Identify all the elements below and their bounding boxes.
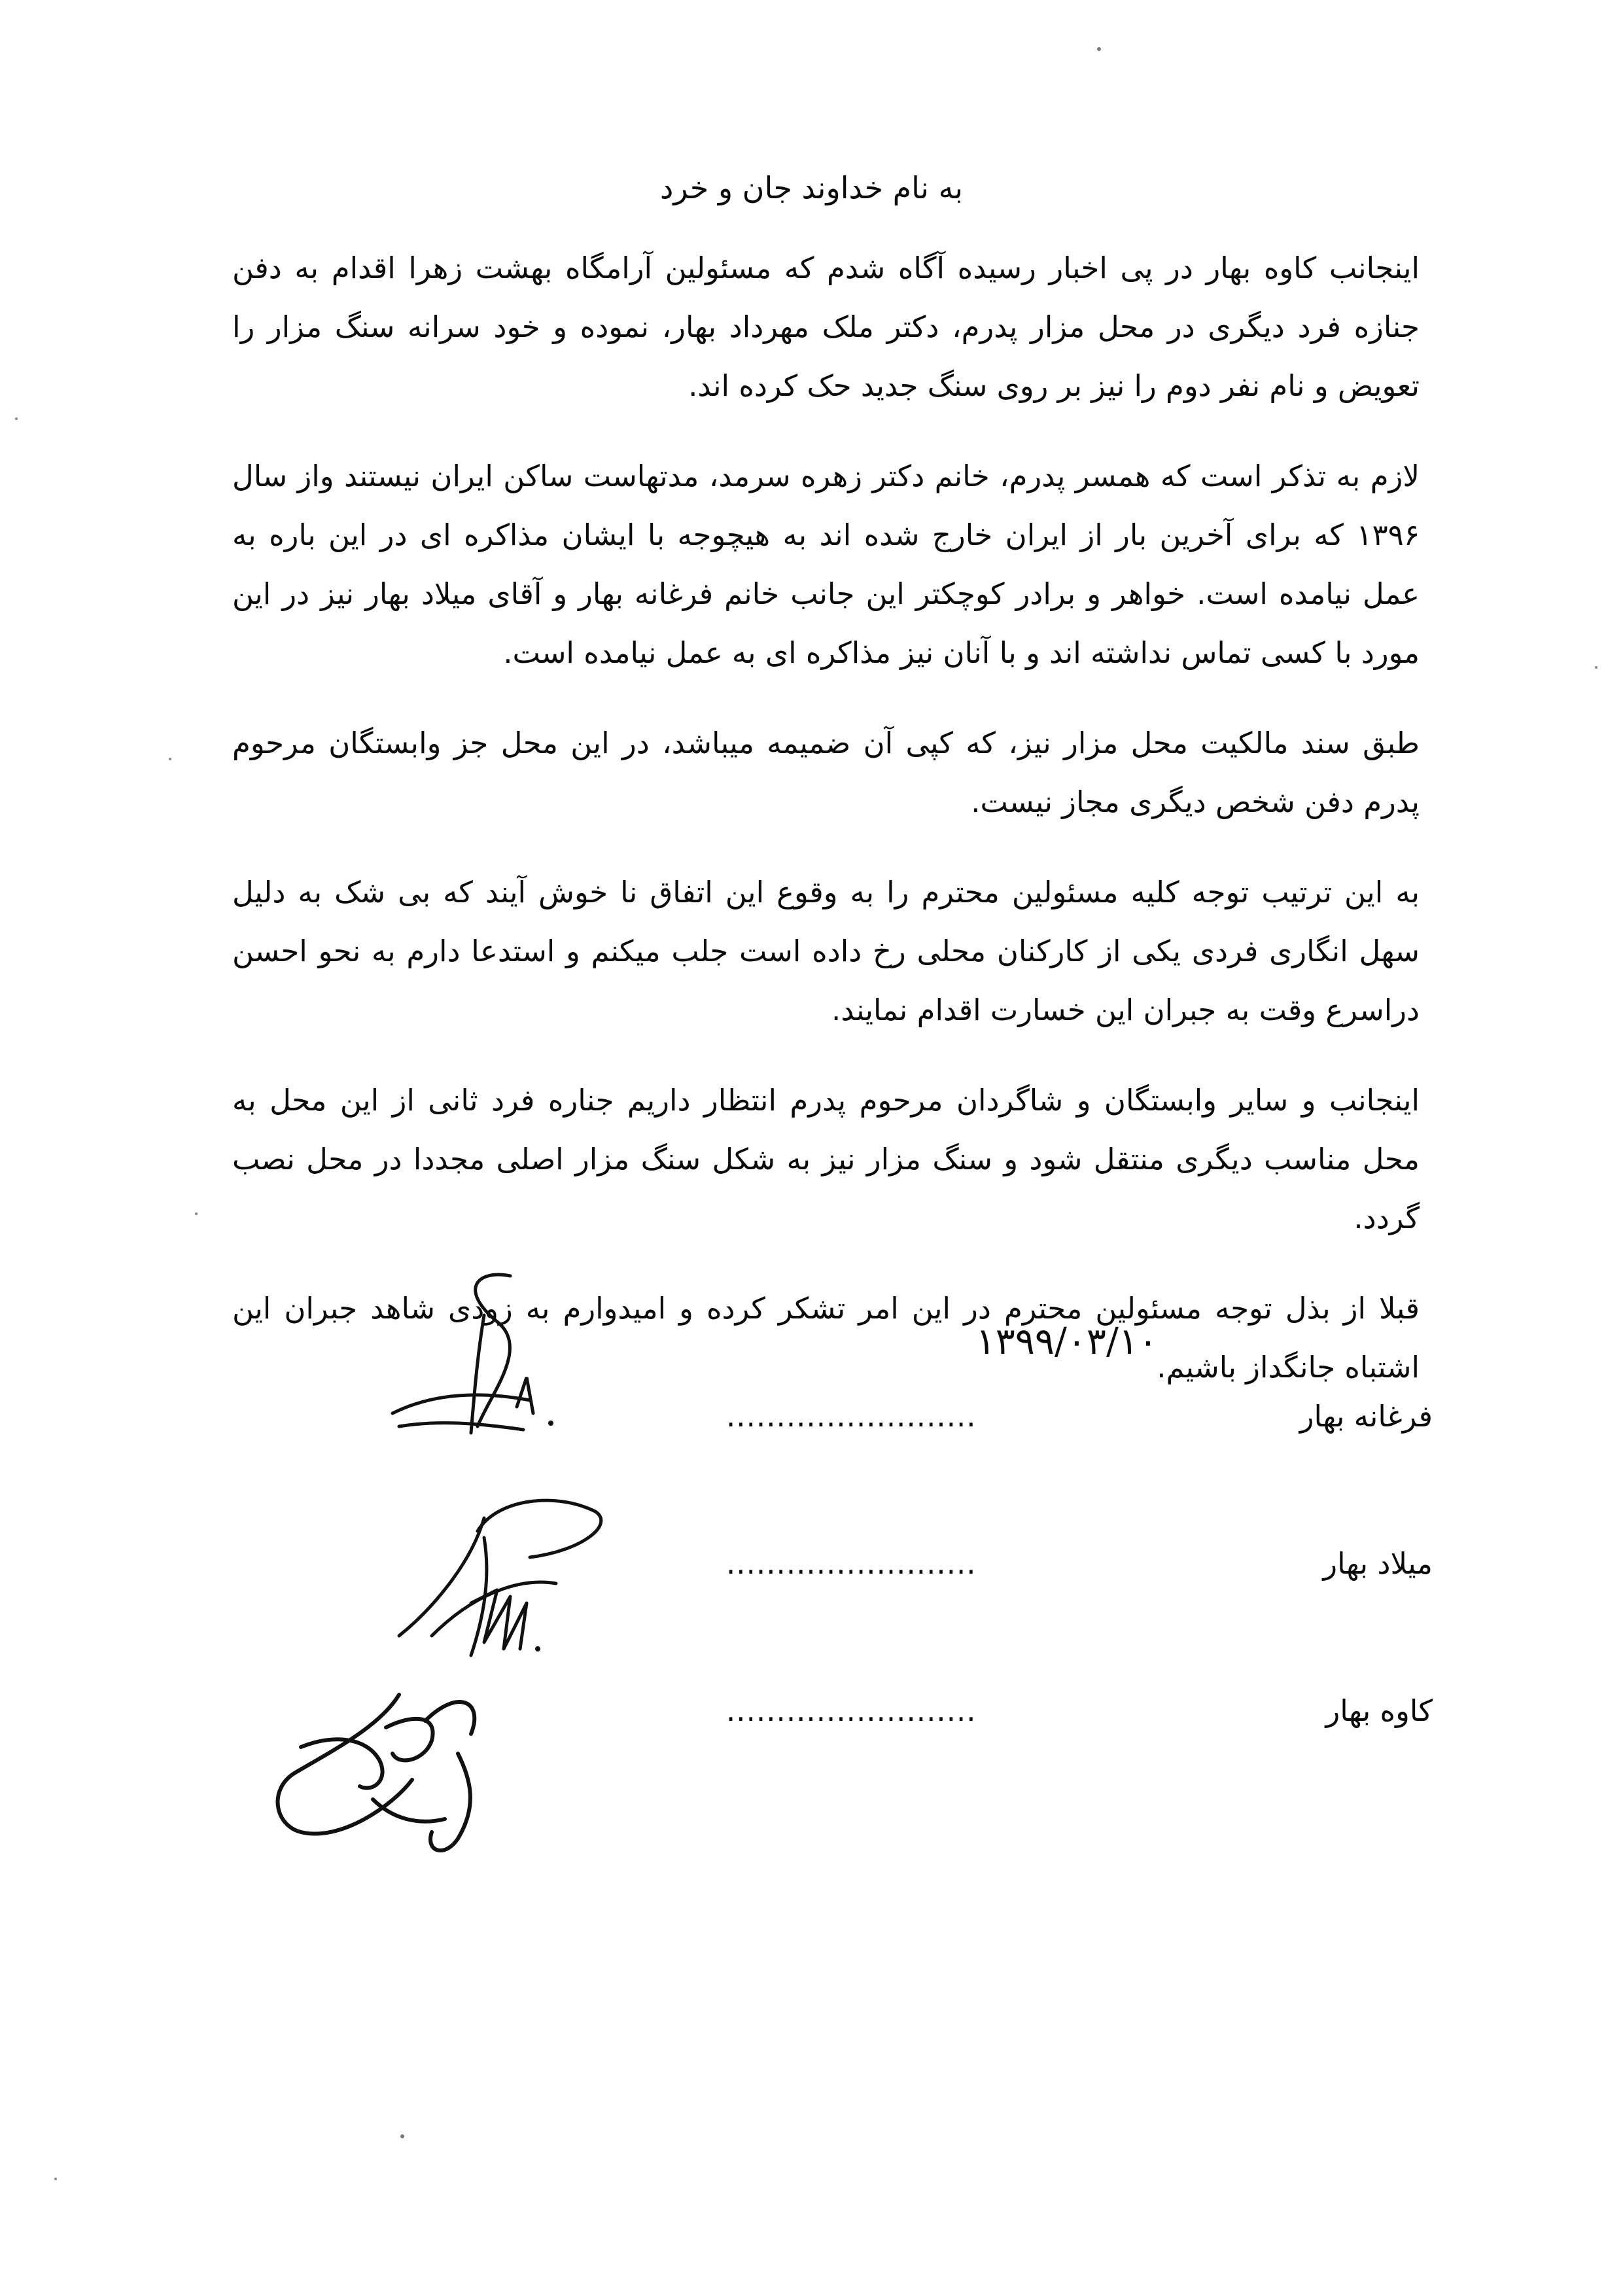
signature-line: .........................	[726, 1546, 977, 1581]
paragraph-1: اینجانب کاوه بهار در پی اخبار رسیده آگاه شدم که مسئولین آرامگاه بهشت زهرا اقدام به دفن جنازه فرد دیگری در محل مزار پدرم، دکتر ملک مهرداد بهار، نموده و خود سرانه سنگ مزار را تعویض و نام نفر دوم را نیز بر روی سنگ جدید حک کرده اند.	[232, 251, 1420, 403]
paragraph-5: اینجانب و سایر وابستگان و شاگردان مرحوم پدرم انتظار داریم جناره فرد ثانی از این محل به محل مناسب دیگری منتقل شود و سنگ مزار نیز به شکل سنگ مزار اصلی مجددا در محل نصب گردد.	[232, 1083, 1420, 1235]
document-title: به نام خداوند جان و خرد	[659, 170, 964, 205]
paragraph-6: قبلا از بذل توجه مسئولین محترم در این امر تشکر کرده و امیدوارم به زودی شاهد جبران این اشتباه جانگداز باشیم.	[232, 1291, 1420, 1385]
signatory-name: فرغانه بهار	[1299, 1399, 1433, 1434]
signatory-name: میلاد بهار	[1323, 1546, 1433, 1581]
handwritten-date: ۱۳۹۹/۰۳/۱۰	[975, 1320, 1158, 1363]
signature-line: .........................	[726, 1399, 977, 1434]
paragraph-3: طبق سند مالکیت محل مزار نیز، که کپی آن ضمیمه میباشد، در این محل جز وابستگان مرحوم پدرم دفن شخص دیگری مجاز نیست.	[232, 726, 1420, 819]
paragraph-2: لازم به تذکر است که همسر پدرم، خانم دکتر زهره سرمد، مدتهاست ساکن ایران نیستند واز سال ۱۳۹۶ که برای آخرین بار از ایران خارج شده اند به هیچوجه با ایشان مذاکره ای در این باره به عمل نیامده است. خواهر و برادر کوچکتر این جانب خانم فرغانه بهار و آقای میلاد بهار نیز در این مورد با کسی تماس نداشته اند و با آنان نیز مذاکره ای به عمل نیامده است.	[232, 459, 1420, 670]
signature-line: .........................	[726, 1693, 977, 1728]
paragraph-4: به این ترتیب توجه کلیه مسئولین محترم را به وقوع این اتفاق نا خوش آیند که بی شک به دلیل سهل انگاری فردی یکی از کارکنان محلی رخ داده است جلب میکنم و استدعا دارم به نحو احسن دراسرع وقت به جبران این خسارت اقدام نمایند.	[232, 875, 1420, 1027]
signatory-name: کاوه بهار	[1325, 1693, 1433, 1728]
